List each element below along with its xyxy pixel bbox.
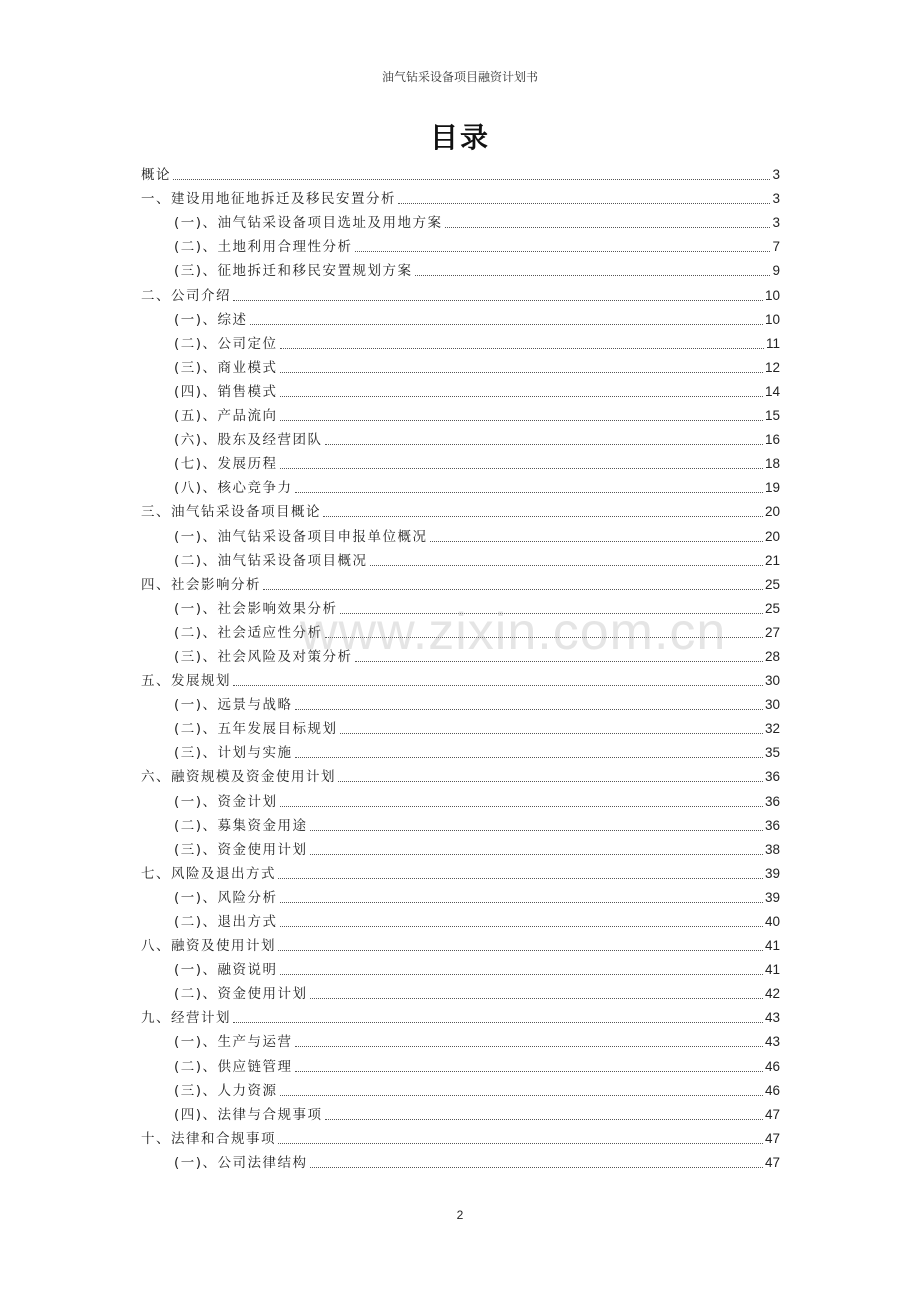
toc-entry-page: 47 (764, 1154, 780, 1170)
toc-entry-label: (一)、公司法律结构 (174, 1154, 308, 1171)
toc-dot-leader (295, 1070, 763, 1072)
toc-entry-page: 36 (764, 793, 780, 809)
toc-dot-leader (233, 1021, 763, 1023)
toc-entry-label: (六)、股东及经营团队 (174, 432, 323, 449)
toc-dot-leader (280, 973, 763, 975)
toc-entry[interactable] (141, 521, 780, 545)
toc-entry[interactable] (141, 497, 780, 521)
toc-entry[interactable] (141, 1124, 780, 1148)
toc-entry[interactable] (141, 449, 780, 473)
toc-entry-label: 六、融资规模及资金使用计划 (141, 769, 336, 786)
toc-entry-label: (二)、退出方式 (174, 914, 278, 930)
toc-entry-page: 42 (764, 986, 780, 1002)
toc-entry-label: (三)、资金使用计划 (174, 841, 308, 858)
toc-entry-page: 39 (764, 889, 780, 905)
toc-entry-page: 36 (764, 769, 780, 785)
toc-entry-page: 14 (764, 383, 780, 399)
toc-dot-leader (263, 588, 763, 590)
toc-entry[interactable] (141, 714, 780, 738)
toc-dot-leader (280, 371, 763, 373)
toc-entry-page: 10 (764, 311, 780, 327)
toc-entry-label: (二)、供应链管理 (174, 1058, 293, 1075)
toc-entry-label: 七、风险及退出方式 (141, 865, 276, 882)
toc-dot-leader (233, 299, 763, 301)
toc-entry-label: (三)、社会风险及对策分析 (174, 648, 353, 665)
toc-entry[interactable] (141, 690, 780, 714)
toc-dot-leader (280, 419, 763, 421)
toc-dot-leader (280, 925, 763, 927)
toc-entry-page: 25 (764, 600, 780, 616)
toc-entry-label: (三)、计划与实施 (174, 745, 293, 762)
toc-entry-page: 3 (772, 215, 780, 231)
toc-entry-page: 20 (764, 528, 780, 544)
toc-dot-leader (340, 612, 763, 614)
toc-entry[interactable] (141, 1076, 780, 1100)
toc-entry-page: 30 (764, 697, 780, 713)
toc-entry-label: (二)、土地利用合理性分析 (174, 239, 353, 256)
toc-entry[interactable] (141, 835, 780, 859)
toc-entry[interactable] (141, 594, 780, 618)
toc-entry[interactable] (141, 955, 780, 979)
toc-entry-page: 46 (764, 1082, 780, 1098)
toc-entry-label: (一)、融资说明 (174, 962, 278, 979)
toc-dot-leader (310, 1166, 763, 1168)
toc-entry-page: 11 (765, 335, 780, 351)
toc-entry-label: 一、建设用地征地拆迁及移民安置分析 (141, 191, 396, 208)
toc-entry[interactable] (141, 1051, 780, 1075)
toc-entry-page: 43 (764, 1010, 780, 1026)
toc-entry[interactable] (141, 859, 780, 883)
toc-entry[interactable] (141, 305, 780, 329)
toc-entry-label: (一)、油气钻采设备项目申报单位概况 (174, 528, 428, 545)
toc-entry-label: 概论 (141, 167, 171, 184)
toc-dot-leader (295, 491, 763, 493)
toc-entry[interactable] (141, 425, 780, 449)
toc-dot-leader (338, 780, 763, 782)
toc-entry[interactable] (141, 160, 780, 184)
toc-dot-leader (355, 660, 763, 662)
toc-entry-page: 38 (764, 841, 780, 857)
toc-entry[interactable] (141, 1148, 780, 1172)
toc-entry-label: (二)、社会适应性分析 (174, 624, 323, 641)
toc-dot-leader (325, 1118, 763, 1120)
toc-entry-label: (一)、风险分析 (174, 889, 278, 906)
toc-dot-leader (310, 997, 763, 999)
toc-entry-page: 46 (764, 1058, 780, 1074)
toc-entry-page: 9 (772, 263, 780, 279)
toc-dot-leader (310, 829, 763, 831)
toc-entry-page: 20 (764, 504, 780, 520)
toc-entry[interactable] (141, 666, 780, 690)
toc-entry[interactable] (141, 208, 780, 232)
toc-entry-label: (三)、征地拆迁和移民安置规划方案 (174, 263, 413, 280)
toc-dot-leader (233, 684, 763, 686)
toc-entry-page: 7 (772, 239, 780, 255)
toc-dot-leader (398, 202, 770, 204)
toc-entry-page: 39 (764, 865, 780, 881)
toc-entry[interactable] (141, 642, 780, 666)
toc-entry[interactable] (141, 979, 780, 1003)
toc-entry-label: 九、经营计划 (141, 1010, 231, 1027)
toc-entry[interactable] (141, 1003, 780, 1027)
toc-entry[interactable] (141, 329, 780, 353)
toc-entry-label: 十、法律和合规事项 (141, 1130, 276, 1147)
toc-dot-leader (280, 395, 763, 397)
toc-dot-leader (278, 949, 763, 951)
toc-entry-label: 五、发展规划 (141, 673, 231, 690)
toc-entry[interactable] (141, 931, 780, 955)
toc-dot-leader (280, 467, 763, 469)
page-number: 2 (456, 1208, 464, 1222)
watermark: www.zixin.com.cn (300, 603, 727, 661)
toc-entry[interactable] (141, 1100, 780, 1124)
toc-dot-leader (445, 226, 771, 228)
toc-entry[interactable] (141, 401, 780, 425)
toc-entry-page: 19 (764, 480, 780, 496)
toc-dot-leader (310, 853, 763, 855)
toc-dot-leader (430, 540, 763, 542)
toc-entry[interactable] (141, 570, 780, 594)
toc-entry-page: 35 (764, 745, 780, 761)
toc-entry-label: (一)、资金计划 (174, 793, 278, 810)
toc-entry-page: 12 (764, 359, 780, 375)
toc-entry-label: (二)、募集资金用途 (174, 817, 308, 834)
toc-entry-label: 八、融资及使用计划 (141, 938, 276, 955)
toc-entry-page: 18 (764, 456, 780, 472)
toc-dot-leader (250, 323, 763, 325)
toc-entry-page: 16 (764, 432, 780, 448)
toc-entry-label: (一)、综述 (174, 311, 248, 328)
toc-entry-label: (一)、生产与运营 (174, 1034, 293, 1051)
toc-entry-label: (八)、核心竞争力 (174, 480, 293, 497)
toc-entry-label: (二)、五年发展目标规划 (174, 721, 338, 738)
toc-entry-label: (一)、油气钻采设备项目选址及用地方案 (174, 215, 443, 232)
toc-entry-page: 3 (772, 167, 780, 183)
toc-dot-leader (280, 1094, 763, 1096)
toc-entry[interactable] (141, 232, 780, 256)
toc-entry[interactable] (141, 883, 780, 907)
toc-dot-leader (280, 901, 763, 903)
toc-entry-label: 四、社会影响分析 (141, 576, 261, 593)
toc-entry[interactable] (141, 256, 780, 280)
toc-entry-page: 27 (764, 624, 780, 640)
toc-entry-page: 30 (764, 673, 780, 689)
toc-entry-page: 43 (764, 1034, 780, 1050)
toc-dot-leader (340, 732, 763, 734)
toc-dot-leader (280, 347, 764, 349)
toc-entry-page: 15 (764, 408, 780, 424)
toc-entry-label: (一)、远景与战略 (174, 697, 293, 714)
toc-entry-label: 二、公司介绍 (141, 287, 231, 304)
toc-dot-leader (280, 805, 763, 807)
toc-entry-label: (五)、产品流向 (174, 408, 278, 425)
toc-dot-leader (278, 877, 763, 879)
toc-entry[interactable] (141, 786, 780, 810)
toc-entry[interactable] (141, 280, 780, 304)
toc-entry[interactable] (141, 377, 780, 401)
toc-entry[interactable] (141, 738, 780, 762)
toc-dot-leader (295, 756, 763, 758)
toc-entry-label: (二)、油气钻采设备项目概况 (174, 552, 368, 569)
toc-dot-leader (325, 443, 763, 445)
toc-entry-label: (四)、销售模式 (174, 383, 278, 400)
toc-entry-page: 41 (764, 938, 780, 954)
toc-entry[interactable] (141, 1027, 780, 1051)
toc-entry[interactable] (141, 353, 780, 377)
toc-entry-page: 47 (764, 1106, 780, 1122)
toc-entry[interactable] (141, 184, 780, 208)
toc-entry[interactable] (141, 473, 780, 497)
toc-entry-label: (三)、人力资源 (174, 1082, 278, 1099)
toc-entry-label: (二)、公司定位 (174, 335, 278, 352)
toc-entry-page: 10 (764, 287, 780, 303)
toc-entry-page: 47 (764, 1130, 780, 1146)
toc-dot-leader (295, 1045, 763, 1047)
toc-entry[interactable] (141, 618, 780, 642)
toc-entry-label: (三)、商业模式 (174, 359, 278, 376)
toc-entry-label: (七)、发展历程 (174, 456, 278, 473)
toc-dot-leader (415, 274, 771, 276)
page-title: 目录 (429, 121, 490, 154)
table-of-contents (141, 160, 780, 1172)
toc-entry-page: 25 (764, 576, 780, 592)
running-header: 油气钻采设备项目融资计划书 (381, 70, 538, 84)
toc-entry-page: 21 (764, 552, 780, 568)
toc-dot-leader (173, 178, 770, 180)
toc-entry-label: (四)、法律与合规事项 (174, 1106, 323, 1123)
toc-entry[interactable] (141, 811, 780, 835)
toc-entry-page: 36 (764, 817, 780, 833)
toc-entry-page: 3 (772, 191, 780, 207)
toc-dot-leader (370, 564, 763, 566)
toc-entry[interactable] (141, 546, 780, 570)
toc-dot-leader (295, 708, 763, 710)
toc-entry-page: 28 (764, 648, 780, 664)
toc-entry-label: 三、油气钻采设备项目概论 (141, 504, 321, 521)
toc-entry-label: (一)、社会影响效果分析 (174, 600, 338, 617)
toc-dot-leader (325, 636, 763, 638)
toc-entry-page: 32 (764, 721, 780, 737)
toc-entry-label: (二)、资金使用计划 (174, 986, 308, 1003)
toc-entry-page: 40 (764, 914, 780, 929)
toc-entry-page: 41 (764, 962, 780, 978)
toc-entry[interactable] (141, 762, 780, 786)
toc-dot-leader (278, 1142, 763, 1144)
toc-dot-leader (355, 250, 771, 252)
toc-entry[interactable] (141, 907, 780, 931)
toc-dot-leader (323, 515, 763, 517)
